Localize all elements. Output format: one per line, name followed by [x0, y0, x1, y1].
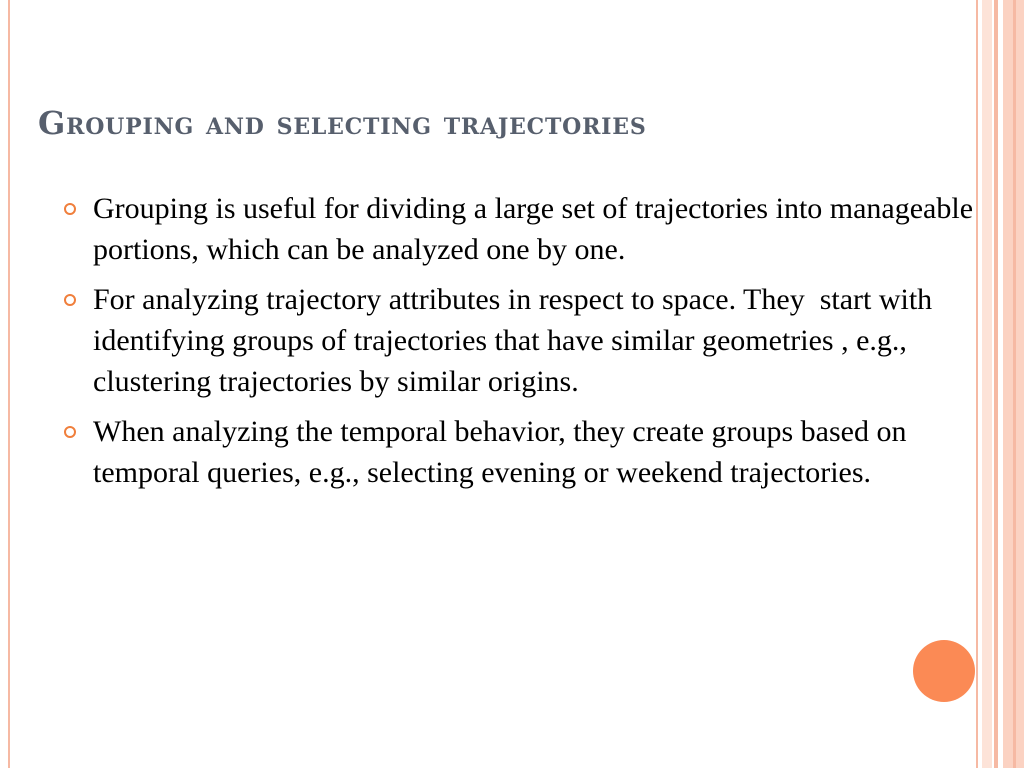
bullet-text: When analyzing the temporal behavior, they create groups based on temporal queries, e.g., selecting evening or weekend trajectories.	[93, 415, 914, 489]
bullet-text: For analyzing trajectory attributes in respect to space. They start with identifying groups of trajectories that have similar geometries , e.g., clustering trajectories by similar origins.	[93, 283, 940, 398]
bullet-list	[62, 188, 980, 502]
left-border-line	[8, 0, 10, 768]
right-border-line	[994, 0, 998, 768]
bullet-text: Grouping is useful for dividing a large set of trajectories into manageable portions, which can be analyzed one by one.	[93, 192, 981, 266]
orange-circle-icon	[913, 640, 975, 702]
bullet-item	[62, 188, 980, 270]
ring-bullet-icon	[64, 203, 76, 215]
slide-title: Grouping and selecting trajectories	[38, 104, 647, 142]
ring-bullet-icon	[64, 294, 76, 306]
ring-bullet-icon	[64, 426, 76, 438]
bullet-item	[62, 279, 980, 402]
right-border-line	[1013, 0, 1016, 768]
right-border-band	[982, 0, 992, 768]
bullet-item	[62, 411, 980, 493]
